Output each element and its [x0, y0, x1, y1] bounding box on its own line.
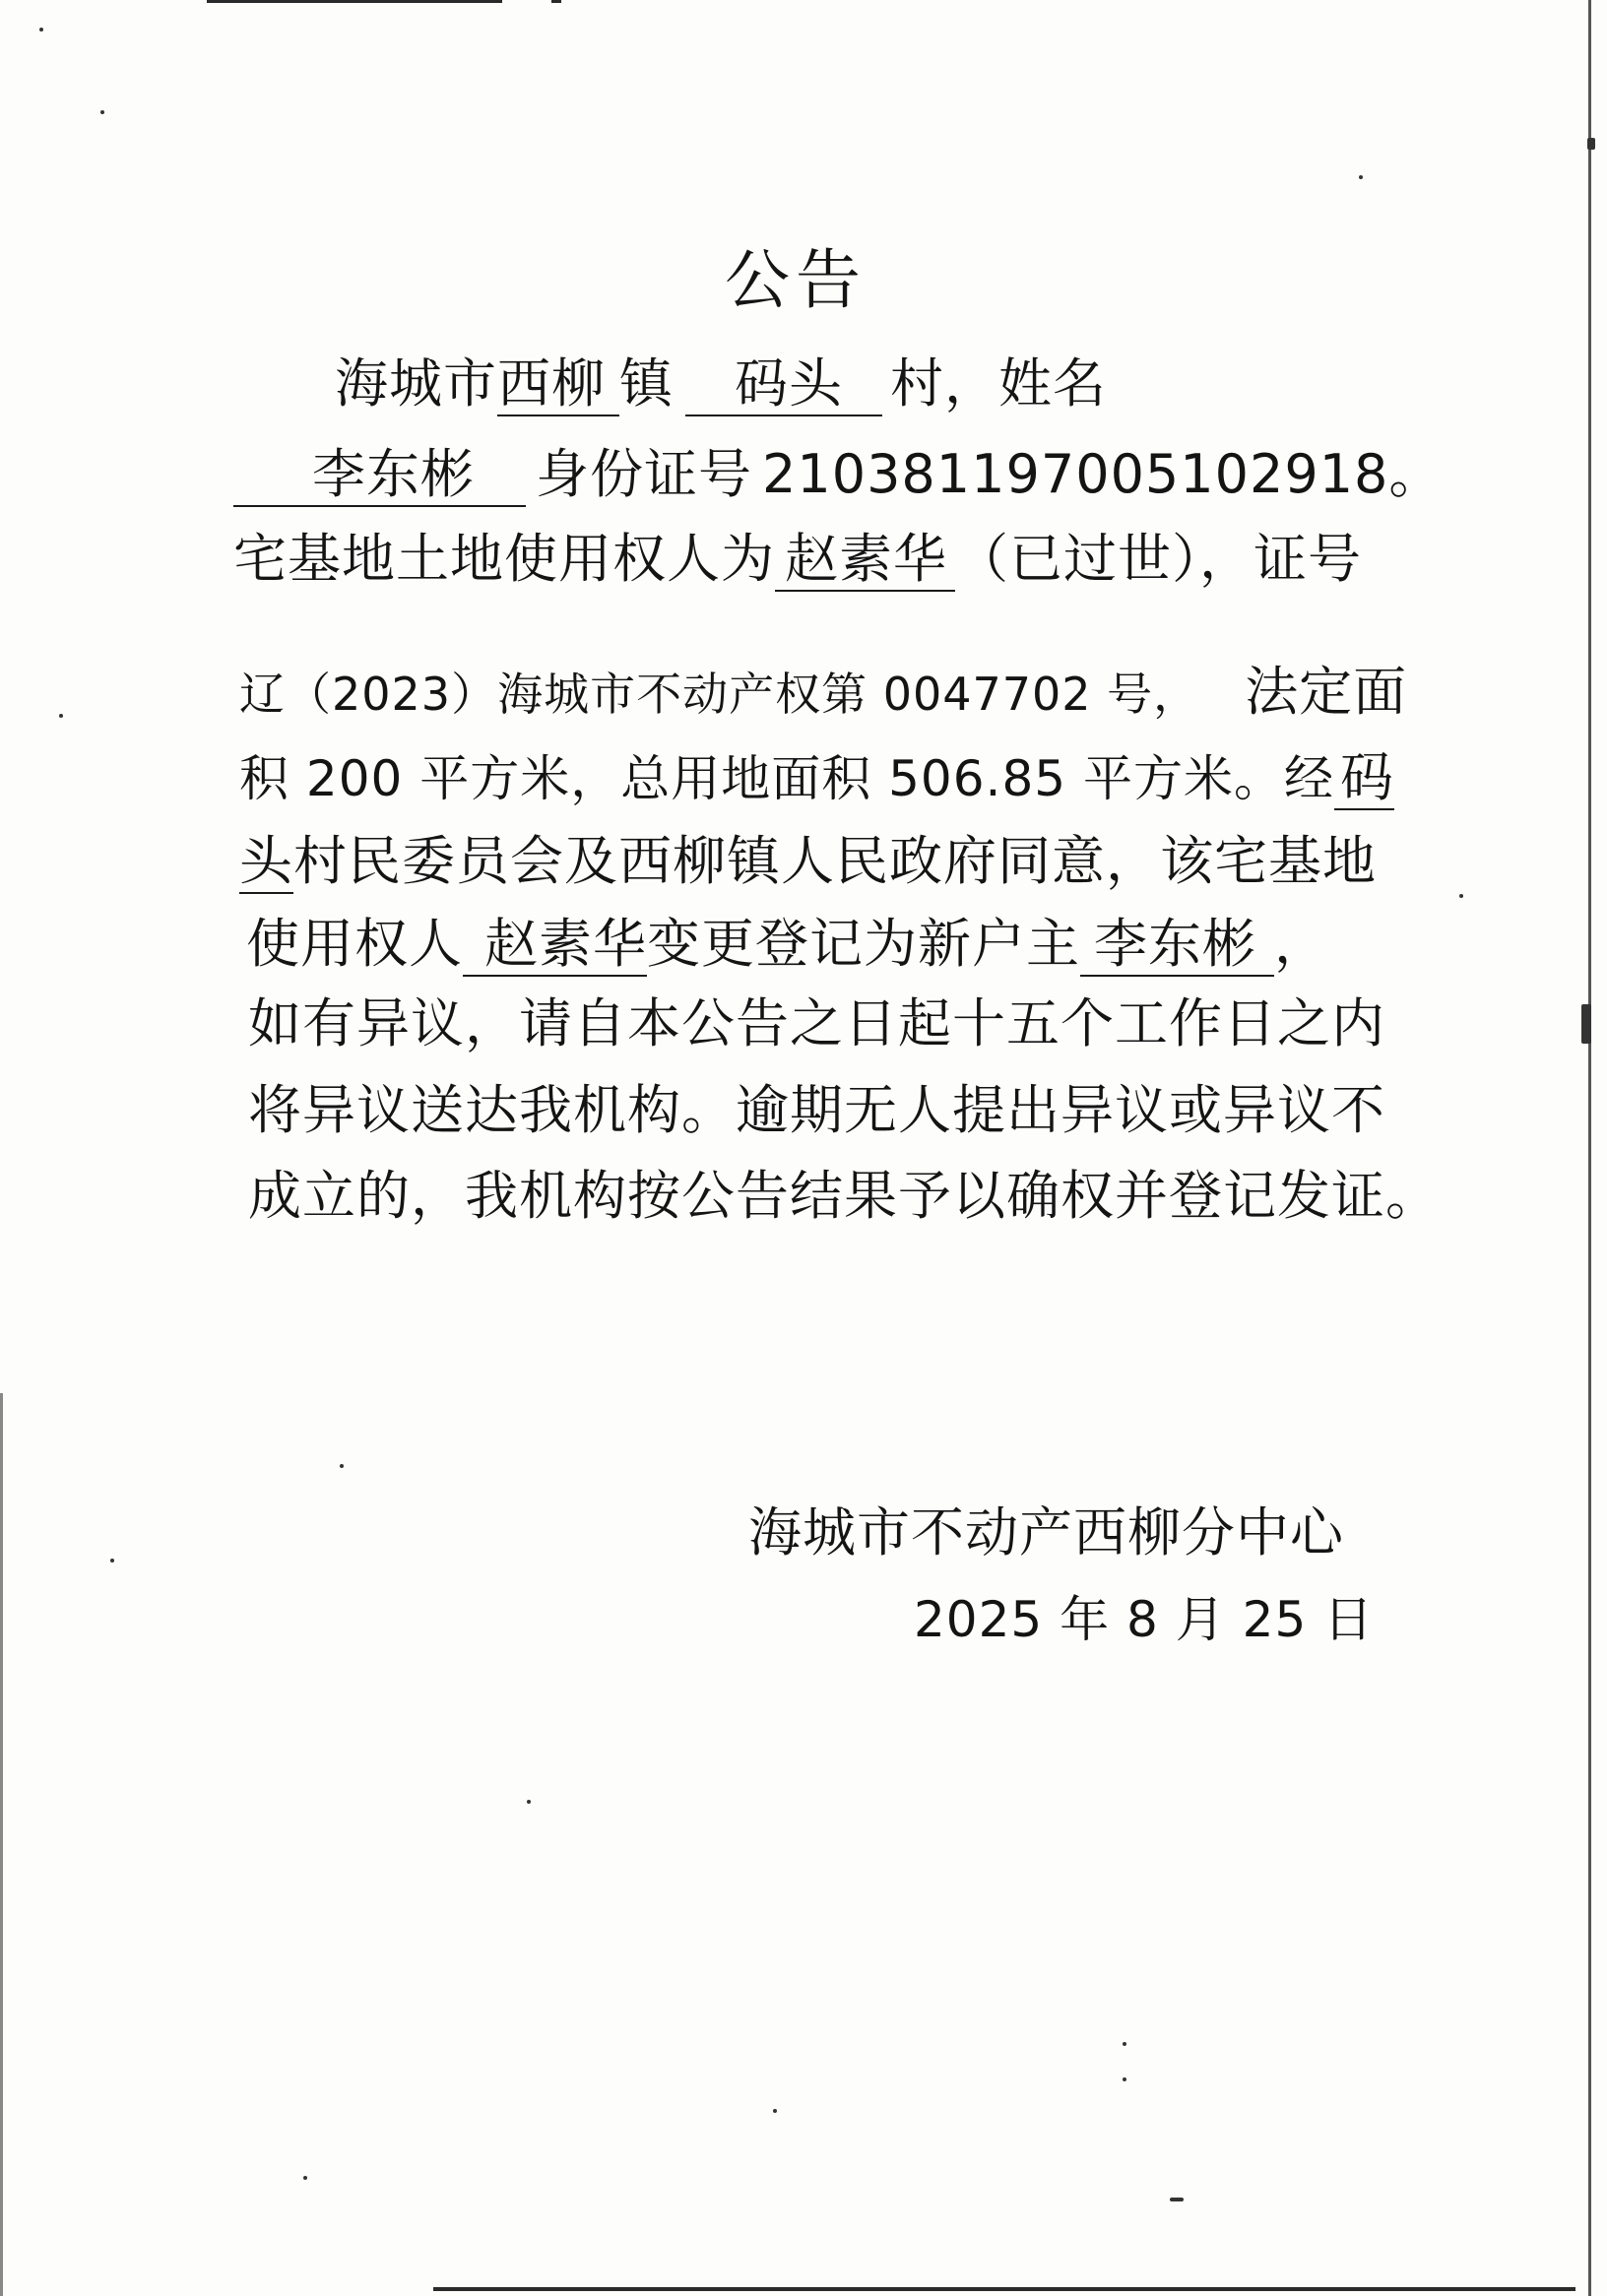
holder-line	[233, 525, 1362, 594]
scan-speck	[1581, 1004, 1591, 1044]
scan-edge-right	[1588, 0, 1591, 2296]
area-line	[239, 743, 1394, 813]
scan-speck	[100, 110, 104, 114]
scan-speck	[340, 1464, 344, 1468]
village-suffix: 村，姓名	[890, 352, 1107, 415]
scan-edge-left-lower	[0, 1393, 3, 2296]
legal-area-label: 法定面	[1245, 661, 1408, 723]
certificate-line	[239, 658, 1407, 729]
city-text: 海城市	[335, 352, 497, 415]
new-holder-name: 李东彬	[1080, 914, 1274, 977]
scan-speck	[527, 1800, 531, 1804]
transfer-line	[246, 910, 1328, 979]
approval-line	[239, 827, 1377, 896]
id-label: 身份证号	[536, 443, 752, 505]
scan-speck	[1587, 138, 1595, 150]
scan-speck	[303, 2176, 307, 2180]
village-part2: 头	[239, 830, 293, 892]
village-part1: 码	[1334, 747, 1394, 810]
body-line: 将异议送达我机构。逾期无人提出异议或异议不	[248, 1079, 1385, 1141]
location-line	[335, 350, 1107, 418]
certificate-text: 辽（2023）海城市不动产权第 0047702 号，	[239, 668, 1200, 721]
body-line: 如有异议，请自本公告之日起十五个工作日之内	[248, 992, 1385, 1054]
area-text: 积 200 平方米，总用地面积 506.85 平方米。经	[239, 750, 1334, 807]
transfer-middle: 变更登记为新户主	[647, 913, 1080, 975]
scan-speck	[1123, 2042, 1126, 2046]
scan-edge-top-left	[207, 0, 502, 3]
old-holder-name: 赵素华	[463, 914, 647, 977]
scan-edge-top-right	[551, 0, 561, 3]
scan-speck	[1359, 175, 1363, 179]
scan-edge-bottom	[433, 2287, 1575, 2291]
approval-text: 村民委员会及西柳镇人民政府同意，该宅基地	[293, 830, 1377, 892]
scan-speck	[1123, 2077, 1126, 2081]
scan-speck	[1170, 2198, 1184, 2201]
town-suffix: 镇	[619, 352, 674, 415]
id-number: 210381197005102918。	[762, 443, 1444, 505]
scan-speck	[110, 1559, 114, 1563]
holder-suffix: （已过世），证号	[955, 528, 1362, 590]
holder-prefix: 宅基地土地使用权人为	[233, 528, 775, 590]
notice-title: 公告	[725, 242, 867, 318]
holder-name: 赵素华	[775, 529, 955, 592]
village-name: 码头	[685, 353, 882, 416]
scan-speck	[1459, 894, 1463, 898]
town-name: 西柳	[497, 353, 619, 416]
transfer-suffix: ，	[1274, 913, 1328, 975]
transfer-prefix: 使用权人	[246, 913, 463, 975]
issuer-name: 海城市不动产西柳分中心	[748, 1501, 1344, 1563]
scan-speck	[773, 2109, 777, 2113]
body-line: 成立的，我机构按公告结果予以确权并登记发证。	[248, 1165, 1440, 1227]
person-name: 李东彬	[233, 444, 526, 507]
notice-date: 2025 年 8 月 25 日	[914, 1591, 1375, 1648]
scan-speck	[59, 714, 63, 718]
person-line	[233, 440, 1443, 509]
scan-speck	[39, 28, 43, 32]
